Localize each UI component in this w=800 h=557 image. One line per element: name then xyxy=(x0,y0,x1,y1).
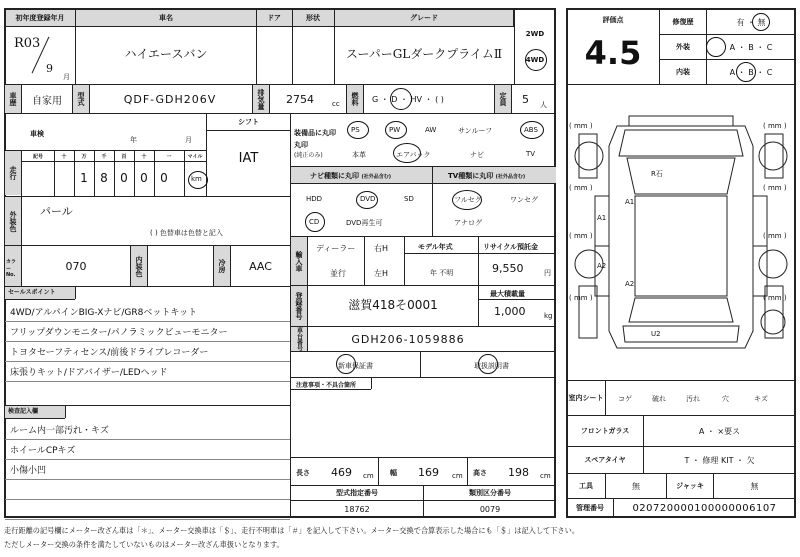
shift-value: IAT xyxy=(238,150,259,166)
designation-value: 18762 xyxy=(344,504,370,514)
jack-value: 無 xyxy=(750,481,759,491)
aircon-value: AAC xyxy=(249,259,272,273)
mileage-col-header: 万 xyxy=(81,153,87,160)
fuel-d-circle xyxy=(390,88,412,110)
repair-options: 有 ・ 無 xyxy=(736,17,766,27)
navi-option: DVD xyxy=(360,195,376,203)
new-car-warranty-circle xyxy=(336,354,356,374)
displacement-label: 排気量 xyxy=(253,85,269,113)
equipment-item: サンルーフ xyxy=(458,127,493,135)
jack-label: ジャッキ xyxy=(676,482,704,490)
equipment-item: ナビ xyxy=(470,151,484,159)
chassis-value: GDH206-1059886 xyxy=(351,332,465,346)
exterior-a-circle xyxy=(706,37,726,57)
mileage-digit: 8 xyxy=(100,171,108,185)
navi-dvd-circle xyxy=(356,191,378,209)
footer-line-2: ただしメーター交換の条件を満たしていないものはメーター改ざん車扱いとなります。 xyxy=(4,540,284,549)
mgmt-label: 管理番号 xyxy=(576,504,604,512)
usage-label: 車歴 xyxy=(5,85,21,113)
interior-options: A ・ B ・ C xyxy=(729,67,773,77)
color-value: パール xyxy=(40,205,73,218)
shaken-year-unit: 年 xyxy=(130,136,137,144)
mm-label-3: ( mm ) xyxy=(569,184,593,192)
tv-option: ワンセグ xyxy=(510,196,538,204)
navi-cd-circle xyxy=(305,212,325,232)
interior-sheet-option: コゲ xyxy=(618,395,632,403)
import-label: 輸入車 xyxy=(291,237,307,285)
tv-option: フルセグ xyxy=(454,196,482,204)
exterior-label: 外装 xyxy=(676,43,690,51)
mark-a1-side: A1 xyxy=(597,214,607,222)
navi-option: DVD再生可 xyxy=(346,219,383,227)
recycle-label: リサイクル預託金 xyxy=(483,243,539,251)
first-reg-month: 9 xyxy=(46,62,53,75)
color-label: 外装色 xyxy=(5,197,21,245)
tools-value: 無 xyxy=(632,481,640,491)
mileage-col-header: 千 xyxy=(101,153,107,160)
capacity-unit: 人 xyxy=(540,101,547,109)
length-value: 469 xyxy=(331,466,352,479)
drive-2wd: 2WD xyxy=(525,30,545,38)
category-value: 0079 xyxy=(479,504,501,514)
color-note: ( ) 色替車は色替と記入 xyxy=(150,229,223,237)
import-dealer: ディーラー xyxy=(316,244,356,253)
drive-4wd: 4WD xyxy=(525,56,545,64)
color-no-label: カラーNo. xyxy=(6,259,17,278)
drive-4wd-circle xyxy=(525,49,547,71)
navi-option: CD xyxy=(309,218,320,226)
length-unit: cm xyxy=(363,472,374,480)
inspector-rule xyxy=(5,479,290,480)
equipment-item: エアバック xyxy=(396,151,431,159)
mileage-label: 走行 xyxy=(5,151,21,195)
sales-point-line: 4WD/アルパインBIG-Xナビ/GR8ベットキット xyxy=(10,308,198,318)
equipment-sub: (純正のみ) xyxy=(294,152,323,159)
inspector-line: 小傷小凹 xyxy=(10,466,47,476)
interior-sheet-option: 汚れ xyxy=(686,395,700,403)
inspector-rule xyxy=(5,519,290,520)
import-right: 右H xyxy=(374,244,389,253)
spare-tire-label: スペアタイヤ xyxy=(584,456,626,464)
navi-option: HDD xyxy=(306,195,323,203)
inspector-line: ルーム内一部汚れ・キズ xyxy=(10,426,109,436)
registration-value: 滋賀418そ0001 xyxy=(348,297,438,312)
new-car-warranty: 新車保証書 xyxy=(338,362,373,370)
hood xyxy=(619,130,743,156)
displacement-value: 2754 xyxy=(286,92,314,106)
mark-a2-rear: A2 xyxy=(625,280,635,288)
windshield-label: フロントガラス xyxy=(580,427,630,435)
width-value: 169 xyxy=(418,466,439,479)
displacement-unit: cc xyxy=(332,100,340,108)
equipment-item: 本革 xyxy=(352,151,366,159)
usage-value: 自家用 xyxy=(32,95,62,107)
car-name-label: 車名 xyxy=(159,14,173,22)
score-label: 評価点 xyxy=(602,16,624,24)
sales-point-rule xyxy=(5,341,290,342)
interior-sheet-option: キズ xyxy=(754,395,768,403)
sales-point-rule xyxy=(5,361,290,362)
mm-label-1: ( mm ) xyxy=(569,122,593,130)
mileage-col-divider xyxy=(206,151,207,196)
first-reg-label: 初年度登録年月 xyxy=(15,14,65,22)
roof xyxy=(635,196,727,296)
equipment-label: 装備品に丸印 xyxy=(294,129,336,137)
equipment-item: PS xyxy=(351,126,360,134)
max-load-value: 1,000 xyxy=(494,305,526,318)
inspector-label: 検査記入欄 xyxy=(5,406,65,418)
interior-sheet-option: 破れ xyxy=(652,395,666,403)
interior-label: 内装 xyxy=(676,68,690,76)
tv-label: TV種類に丸印 (社外品含む) xyxy=(448,172,526,180)
first-reg-month-unit: 月 xyxy=(63,73,70,81)
equipment-item: ABS xyxy=(524,126,538,134)
tools-label: 工具 xyxy=(579,482,593,490)
tv-option: アナログ xyxy=(454,219,482,227)
door-label: ドア xyxy=(267,14,281,22)
interior-color-label: 内装色 xyxy=(131,246,147,286)
interior-b-circle xyxy=(736,62,756,82)
first-reg-era: R03 xyxy=(14,36,41,51)
designation-label: 型式指定番号 xyxy=(336,489,378,497)
mark-rock-chip: R石 xyxy=(651,170,663,178)
fuel-options: G ・ D ・ HV ・ ( ) xyxy=(372,95,444,104)
capacity-value: 5 xyxy=(522,93,529,106)
chassis-label: 車台番号 xyxy=(291,327,307,351)
equip-ps-circle xyxy=(347,121,369,139)
mm-label-8: ( mm ) xyxy=(763,294,787,302)
inspector-rule xyxy=(5,459,290,460)
model-label: 型式 xyxy=(73,85,89,113)
mm-label-5: ( mm ) xyxy=(569,232,593,240)
mileage-digit: 1 xyxy=(80,171,88,185)
mileage-unit: km xyxy=(191,175,202,183)
spare-tire-value: T ・ 修理 KIT ・ 欠 xyxy=(684,455,755,465)
repair-none-circle xyxy=(752,13,770,31)
height-value: 198 xyxy=(508,466,529,479)
mark-a2-side: A2 xyxy=(597,262,607,270)
sales-points-label: セールスポイント xyxy=(5,287,75,299)
mm-label-7: ( mm ) xyxy=(569,294,593,302)
mark-u2: U2 xyxy=(651,330,661,338)
import-left: 左H xyxy=(374,269,389,278)
front-bumper xyxy=(629,116,733,126)
navi-option: SD xyxy=(404,195,414,203)
km-circle xyxy=(188,171,208,189)
mileage-digit: 0 xyxy=(160,171,168,185)
footer-line-1: 走行距離の記号欄にメーター改ざん車は「＊」、メーター交換車は「＄」、走行不明車は「＃」を記入して下さい。メーター交換で合算表示した場合にも「＄」は記入して下さい。 xyxy=(4,526,579,535)
damage-diagram xyxy=(567,86,795,378)
rear-window xyxy=(629,298,733,322)
windshield xyxy=(627,158,735,194)
manual: 取扱説明書 xyxy=(474,362,509,370)
recycle-unit: 円 xyxy=(544,269,551,277)
windshield-value: A ・ ×要ス xyxy=(698,426,741,436)
mark-a1-front: A1 xyxy=(625,198,635,206)
sales-point-rule xyxy=(5,321,290,322)
interior-sheet-option: 穴 xyxy=(722,395,729,403)
car-name-value: ハイエースバン xyxy=(124,46,208,61)
width-label: 幅 xyxy=(390,469,397,477)
equip-pw-circle xyxy=(385,121,407,139)
mileage-col-header: マイル xyxy=(187,153,203,160)
score-value: 4.5 xyxy=(584,34,642,72)
model-year-label: モデル年式 xyxy=(418,243,453,251)
wheel-rear-right xyxy=(759,250,787,278)
notes-label: 注意事項・不具合箇所 xyxy=(296,382,357,389)
shape-label: 形状 xyxy=(306,14,320,22)
max-load-label: 最大積載量 xyxy=(490,290,525,298)
max-load-unit: kg xyxy=(544,312,553,320)
inspector-rule xyxy=(5,439,290,440)
equipment-item: TV xyxy=(526,150,536,158)
mileage-digit: 0 xyxy=(140,171,148,185)
mm-label-6: ( mm ) xyxy=(763,232,787,240)
manual-circle xyxy=(478,354,498,374)
mileage-col-header: 記号 xyxy=(32,153,43,160)
inspector-line: ホイールCPキズ xyxy=(10,446,76,456)
height-label: 高さ xyxy=(473,469,487,477)
tv-fullseg-circle xyxy=(452,190,482,210)
mm-label-2: ( mm ) xyxy=(763,122,787,130)
repair-label: 修復歴 xyxy=(672,18,694,26)
mileage-col-header: 一 xyxy=(166,153,172,160)
grade-value: スーパーGLダークプライムⅡ xyxy=(345,46,503,61)
interior-sheet-label: 室内シート xyxy=(568,394,604,402)
capacity-label: 定員 xyxy=(495,85,511,113)
height-unit: cm xyxy=(540,472,551,480)
fuel-label: 燃料 xyxy=(347,85,363,113)
width-unit: cm xyxy=(452,472,463,480)
mileage-col-header: 十 xyxy=(141,153,147,160)
mileage-col-header: 百 xyxy=(121,153,127,160)
model-year-value: 年 不明 xyxy=(430,269,454,277)
sales-point-line: トヨタセーフティセンス/前後ドライブレコーダー xyxy=(10,348,209,358)
equip-airbag-circle xyxy=(393,143,421,163)
category-label: 類別区分番号 xyxy=(469,489,511,497)
mileage-digit: 0 xyxy=(120,171,128,185)
inspector-rule xyxy=(5,499,290,500)
sales-point-line: フリップダウンモニター/パノラミックビューモニター xyxy=(10,328,228,338)
equipment-item: PW xyxy=(389,126,401,134)
model-value: QDF-GDH206V xyxy=(123,92,217,106)
shift-label: シフト xyxy=(238,118,259,126)
rear-bumper xyxy=(623,326,739,342)
mm-label-4: ( mm ) xyxy=(763,184,787,192)
mileage-header-divider xyxy=(22,161,206,162)
equipment-item: AW xyxy=(425,126,437,134)
import-parallel: 並行 xyxy=(330,269,346,278)
registration-label: 登録番号 xyxy=(291,286,307,326)
mileage-col-header: 十 xyxy=(61,153,67,160)
mgmt-value: 020720000100000006107 xyxy=(632,502,777,514)
sales-point-line: 床張りキット/ドアバイザー/LEDヘッド xyxy=(10,368,168,378)
grade-label: グレード xyxy=(410,14,438,22)
exterior-options: A ・ B ・ C xyxy=(729,42,773,52)
navi-label: ナビ種類に丸印 (社外品含む) xyxy=(310,172,392,180)
equip-abs-circle xyxy=(520,121,544,139)
recycle-value: 9,550 xyxy=(492,262,524,275)
aircon-label: 冷房 xyxy=(214,246,230,286)
color-no-value: 070 xyxy=(65,259,87,273)
shaken-month-unit: 月 xyxy=(185,136,192,144)
sales-point-rule xyxy=(5,381,290,382)
length-label: 長さ xyxy=(296,469,310,477)
shaken-label: 車検 xyxy=(30,130,44,138)
